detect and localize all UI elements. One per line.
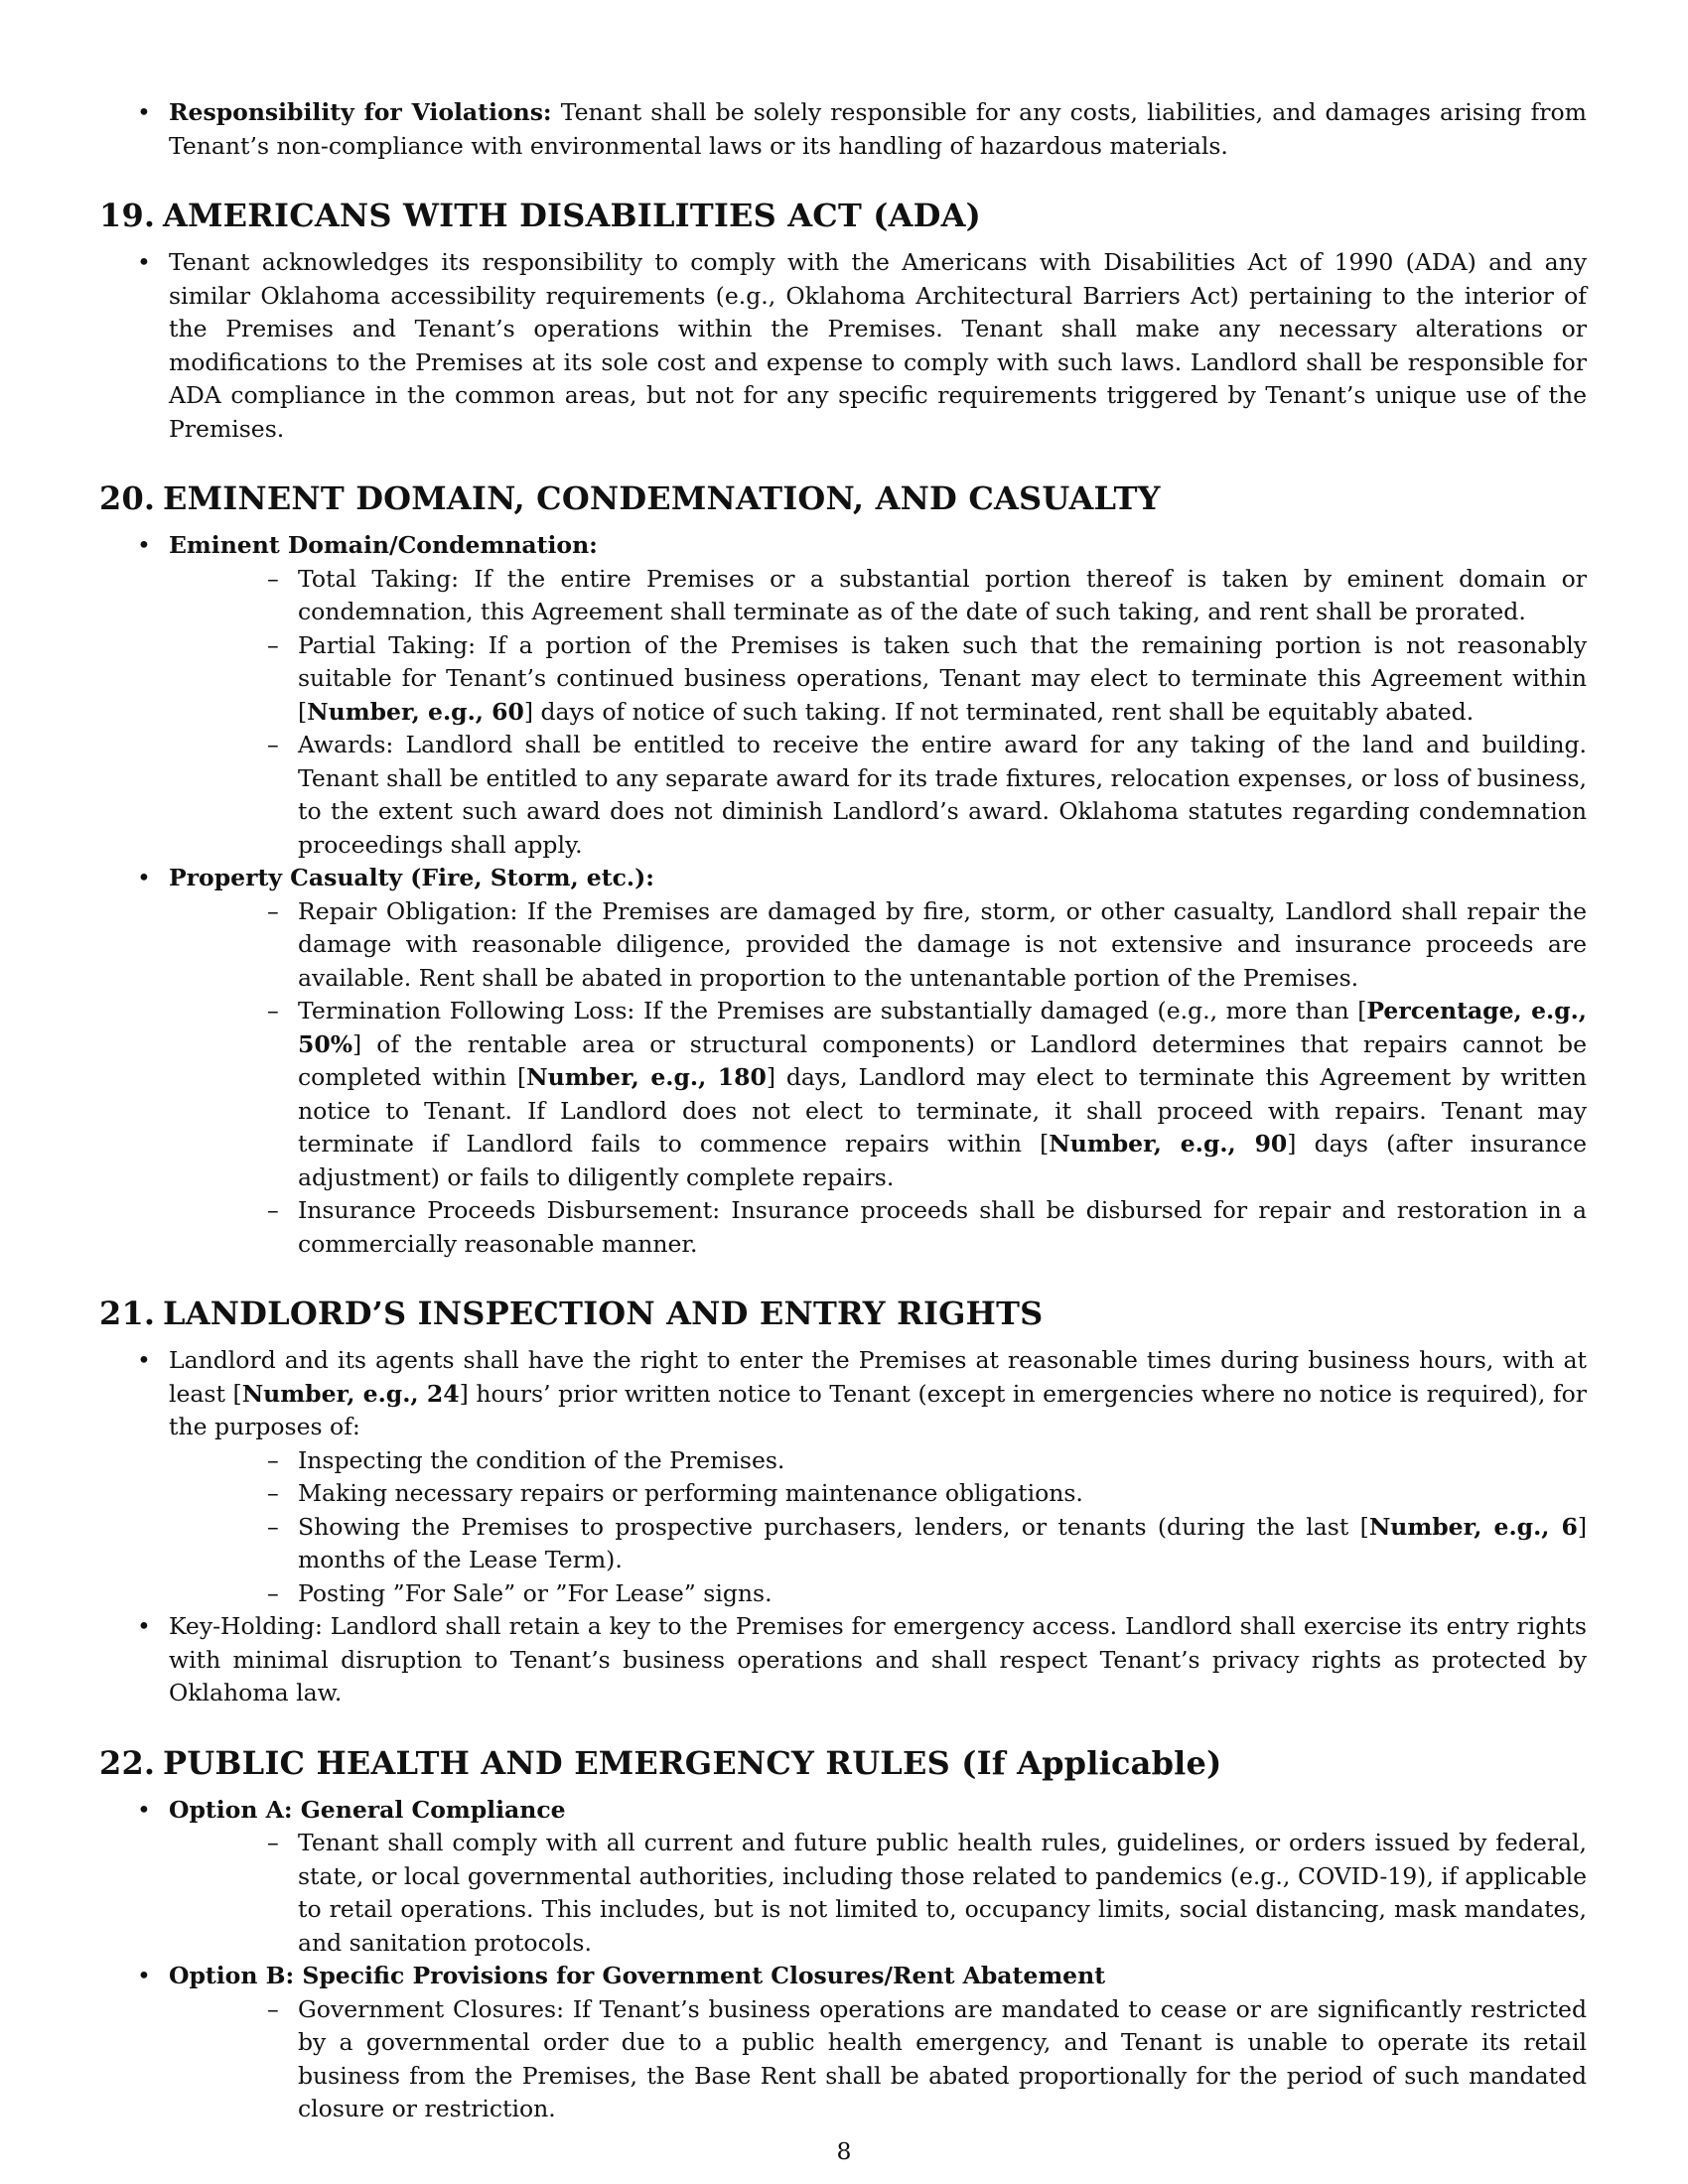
section-21-list — [99, 1344, 1587, 1710]
sub-list-item — [169, 1577, 1587, 1611]
list-item — [99, 529, 1587, 862]
placeholder-field: Percentage, e.g., 50% — [298, 997, 1587, 1058]
section-title: LANDLORD’S INSPECTION AND ENTRY RIGHTS — [163, 1295, 1044, 1332]
section-title: AMERICANS WITH DISABILITIES ACT (ADA) — [163, 197, 981, 234]
sub-list-item — [169, 895, 1587, 996]
list-item — [99, 96, 1587, 163]
page-number: 8 — [836, 2137, 852, 2165]
sub-list — [169, 1993, 1587, 2126]
placeholder-field: Number, e.g., 24 — [241, 1379, 460, 1408]
section-19-list — [99, 246, 1587, 446]
section-number: 20. — [99, 479, 156, 517]
sub-list-item — [169, 1477, 1587, 1511]
sub-list-item — [169, 563, 1587, 629]
section-title: PUBLIC HEALTH AND EMERGENCY RULES (If Applicable) — [163, 1743, 1222, 1782]
sub-list — [169, 1827, 1587, 1960]
bullet-label: Eminent Domain/Condemnation: — [169, 531, 598, 559]
list-item — [99, 246, 1587, 446]
bullet-text: Landlord and its agents shall have the right to enter the Premises at reasonable times during business hours, with at least — [169, 1346, 1587, 1408]
sub-item-text: Showing the Premises to prospective purchasers, lenders, or tenants (during the last — [298, 1512, 1360, 1541]
list-item: • Landlord and its agents shall have the right to enter the Premises at reasonable times during business hours, with at least [Number, e.g., 24] hours’ prior written notice to Tenant (except in emergencies where no notice is required), for the purposes of: – Inspecting the condition of the Premises. – Making necessary repairs or performing maintenance obligations. – Showing the Premises to prospective purchasers, lenders, or tenants (during the last [Number, e.g., 6] months of the Lease Term). – Posting ”For Sale” or ”For Lease” signs. — [99, 1344, 1587, 1610]
sub-list-item: – Showing the Premises to prospective purchasers, lenders, or tenants (during the last [Number, e.g., 6] months of the Lease Term). — [169, 1511, 1587, 1577]
section-number: 22. — [99, 1743, 156, 1782]
list-item — [99, 1960, 1587, 2126]
sub-item-text: Partial Taking: If a portion of the Premises is taken such that the remaining portion is not reasonably suitable for Tenant’s continued business operations, Tenant may elect to terminate this Agreement within — [298, 630, 1587, 692]
section-number: 21. — [99, 1295, 156, 1332]
section-heading-21 — [99, 1294, 1587, 1333]
section-number: 19. — [99, 197, 156, 234]
sub-list-item — [169, 1444, 1587, 1478]
sub-item-text: – Government Closures: If Tenant’s business operations are mandated to cease or are significantly restricted by a governmental order due to a public health emergency, and Tenant is unable to operate its retail business from the Premises, the Base Rent shall be abated proportionally for the period of such mandated closure or restriction. — [298, 1994, 1587, 2122]
sub-list-item — [169, 1194, 1587, 1261]
sub-item-text: of the rentable area or structural components) or Landlord determines that repairs cannot be completed within — [298, 1029, 1587, 1091]
bullet-text: • Tenant acknowledges its responsibility to comply with the Americans with Disabilities Act of 1990 (ADA) and any similar Oklahoma accessibility requirements (e.g., Oklahoma Architectural Barriers Act) pertaining to the interior of the Premises and Tenant’s operations within the Premises. Tenant shall make any necessary alterations or modifications to the Premises at its sole cost and expense to comply with such laws. Landlord shall be responsible for ADA compliance in the common areas, but not for any specific requirements triggered by Tenant’s unique use of the Premises. — [169, 248, 1587, 443]
list-item — [99, 1610, 1587, 1710]
sub-list — [169, 1444, 1587, 1611]
bullet-label: Option B: Specific Provisions for Government Closures/Rent Abatement — [169, 1962, 1106, 1989]
bullet-label: Property Casualty (Fire, Storm, etc.): — [169, 864, 654, 891]
bullet-label: Responsibility for Violations: — [169, 98, 552, 126]
sub-list — [169, 563, 1587, 863]
sub-item-text: – Posting ”For Sale” or ”For Lease” signs. — [298, 1578, 773, 1607]
sub-item-text: – Inspecting the condition of the Premises. — [298, 1445, 785, 1474]
intro-list — [99, 96, 1587, 163]
placeholder-field: Number, e.g., 6 — [1368, 1512, 1578, 1541]
list-item — [99, 1794, 1587, 1961]
placeholder-field: Number, e.g., 180 — [526, 1063, 767, 1091]
sub-item-text: – Total Taking: If the entire Premises or a substantial portion thereof is taken by eminent domain or condemnation, this Agreement shall terminate as of the date of such taking, and rent shall be prorated. — [298, 564, 1587, 625]
sub-list-item — [169, 1827, 1587, 1960]
section-title: EMINENT DOMAIN, CONDEMNATION, AND CASUALTY — [163, 479, 1161, 517]
sub-list-item — [169, 1993, 1587, 2126]
sub-list-item: – Partial Taking: If a portion of the Premises is taken such that the remaining portion is not reasonably suitable for Tenant’s continued business operations, Tenant may elect to terminate this Agreement within [Number, e.g., 60] days of notice of such taking. If not terminated, rent shall be equitably abated. — [169, 629, 1587, 730]
placeholder-field: Number, e.g., 60 — [307, 697, 524, 726]
sub-item-text: – Insurance Proceeds Disbursement: Insurance proceeds shall be disbursed for repair and restoration in a commercially reasonable manner. — [298, 1196, 1587, 1258]
sub-item-text: months of the Lease Term). — [298, 1546, 623, 1573]
section-heading-20 — [99, 478, 1587, 518]
bullet-label: Option A: General Compliance — [169, 1795, 566, 1824]
sub-item-text: – Making necessary repairs or performing maintenance obligations. — [298, 1479, 1083, 1507]
sub-list-item: – Termination Following Loss: If the Premises are substantially damaged (e.g., more than [Percentage, e.g., 50%] of the rentable area or structural components) or Landlord determines that repairs cannot be completed within [Number, e.g., 180] days, Landlord may elect to terminate this Agreement by written notice to Tenant. If Landlord does not elect to terminate, it shall proceed with repairs. Tenant may terminate if Landlord fails to commence repairs within [Number, e.g., 90] days (after insurance adjustment) or fails to diligently complete repairs. — [169, 995, 1587, 1194]
sub-item-text: – Repair Obligation: If the Premises are damaged by fire, storm, or other casualty, Landlord shall repair the damage with reasonable diligence, provided the damage is not extensive and insurance proceeds are available. Rent shall be abated in proportion to the untenantable portion of the Premises. — [298, 896, 1587, 992]
section-22-list — [99, 1794, 1587, 2126]
sub-item-text: Termination Following Loss: If the Premises are substantially damaged (e.g., more than — [298, 997, 1358, 1024]
section-20-list — [99, 529, 1587, 1261]
placeholder-field: Number, e.g., 90 — [1049, 1130, 1288, 1158]
bullet-text: Tenant shall be solely responsible for any costs, liabilities, and damages arising from Tenant’s non-compliance with environmental laws or its handling of hazardous materials. — [169, 98, 1587, 160]
section-heading-22 — [99, 1743, 1587, 1783]
sub-item-text: days (after insurance adjustment) or fails to diligently complete repairs. — [298, 1130, 1587, 1191]
bullet-text: • Key-Holding: Landlord shall retain a key to the Premises for emergency access. Landlord shall exercise its entry rights with minimal disruption to Tenant’s business operations and shall respect Tenant’s privacy rights as protected by Oklahoma law. — [169, 1612, 1587, 1706]
sub-list — [169, 895, 1587, 1262]
sub-list-item — [169, 729, 1587, 862]
sub-item-text: – Awards: Landlord shall be entitled to receive the entire award for any taking of the land and building. Tenant shall be entitled to any separate award for its trade fixtures, relocation expenses, or loss of business, to the extent such award does not diminish Landlord’s award. Oklahoma statutes regarding condemnation proceedings shall apply. — [298, 731, 1587, 859]
bullet-text: hours’ prior written notice to Tenant (except in emergencies where no notice is required), for the purposes of: — [169, 1379, 1587, 1440]
sub-item-text: – Tenant shall comply with all current and future public health rules, guidelines, or orders issued by federal, state, or local governmental authorities, including those related to pandemics (e.g., COVID-19), if applicable to retail operations. This includes, but is not limited to, occupancy limits, social distancing, mask mandates, and sanitation protocols. — [298, 1829, 1587, 1957]
section-heading-19 — [99, 196, 1587, 235]
list-item — [99, 862, 1587, 1261]
sub-item-text: days, Landlord may elect to terminate this Agreement by written notice to Tenant. If Landlord does not elect to terminate, it shall proceed with repairs. Tenant may terminate if Landlord fails to commence repairs within — [298, 1063, 1587, 1158]
page-content — [99, 96, 1587, 2126]
sub-item-text: days of notice of such taking. If not terminated, rent shall be equitably abated. — [533, 697, 1475, 726]
